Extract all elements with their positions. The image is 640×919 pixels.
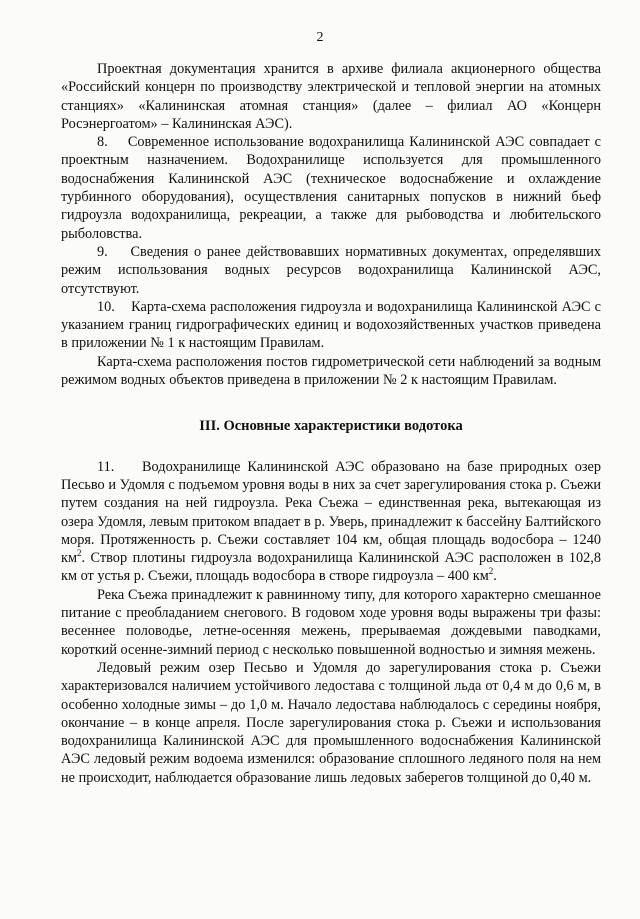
section-title: III. Основные характеристики водотока bbox=[199, 418, 463, 435]
paragraph-9: 9. Сведения о ранее действовавших нормативных документах, определявших режим использования водных ресурсов водохранилища Калининской АЭС, отсутствуют. bbox=[61, 243, 601, 297]
paragraph-11-text-c: . bbox=[493, 568, 497, 585]
paragraph-archive: Проектная документация хранится в архиве филиала акционерного общества «Российский концерн по производству электрической и тепловой энергии на атомных станциях» «Калининская атомная станция» (далее – филиал АО «Концерн Росэнергоатом» – Калининская АЭС). bbox=[61, 61, 601, 132]
paragraph-map-posts: Карта-схема расположения постов гидрометрической сети наблюдений за водным режимом водных объектов приведена в приложении № 2 к настоящим Правилам. bbox=[61, 353, 601, 389]
paragraph-ice-regime: Ледовый режим озер Песьво и Удомля до зарегулирования стока р. Съежи характеризовался наличием устойчивого ледостава с толщиной льда от 0,4 м до 0,6 м, в особенно холодные зимы – до 1,0 м. Начало ледостава наблюдалось с середины ноября, окончание – в конце апреля. После зарегулирования стока р. Съежи и использования водохранилища Калининской АЭС для промышленного водоснабжения Калининской АЭС ледовый режим водоема изменился: образование сплошного ледяного поля на нем не происходит, наблюдается образование лишь ледовых заберегов толщиной до 0,40 м. bbox=[61, 659, 601, 786]
page-number: 2 bbox=[316, 30, 324, 45]
paragraph-11-text-b: . Створ плотины гидроузла водохранилища Калининской АЭС расположен в 102,8 км от устья р. Съежи, площадь водосбора в створе гидроузла – 400 км bbox=[61, 550, 601, 585]
document-body bbox=[61, 60, 601, 787]
superscript-2-second: 2 bbox=[488, 566, 494, 577]
superscript-2: 2 bbox=[77, 548, 82, 559]
paragraph-11 bbox=[61, 458, 601, 586]
paragraph-river-type: Река Съежа принадлежит к равнинному типу, для которого характерно смешанное питание с преобладанием снегового. В годовом ходе уровня воды выражены три фазы: весеннее половодье, летне-осенняя межень, прерываемая дождевыми паводками, короткий осенне-зимний период с несколько повышенной водностью и зимняя межень. bbox=[61, 586, 601, 658]
paragraph-8: 8. Современное использование водохранилища Калининской АЭС совпадает с проектным назначением. Водохранилище используется для промышленного водоснабжения Калининской АЭС (техническое водоснабжение и охлаждение турбинного оборудования), осуществления санитарных попусков в нижний бьеф гидроузла водохранилища, рекреации, а также для рыбоводства и любительского рыболовства. bbox=[61, 134, 601, 242]
paragraph-10: 10. Карта-схема расположения гидроузла и водохранилища Калининской АЭС с указанием границ гидрографических единиц и водохозяйственных участков приведена в приложении № 1 к настоящим Правилам. bbox=[61, 298, 601, 352]
paragraph-11-text-a: 11. Водохранилище Калининской АЭС образовано на базе природных озер Песьво и Удомля с подъемом уровня воды в них за счет зарегулирования стока р. Съежи путем создания на ней гидроузла. Река Съежа – единственная река, вытекающая из озера Удомля, левым притоком впадает в р. Уверь, принадлежит к бассейну Балтийского моря. Протяженность р. Съежи составляет 104 км, общая площадь водосбора – 1240 км bbox=[61, 458, 601, 567]
